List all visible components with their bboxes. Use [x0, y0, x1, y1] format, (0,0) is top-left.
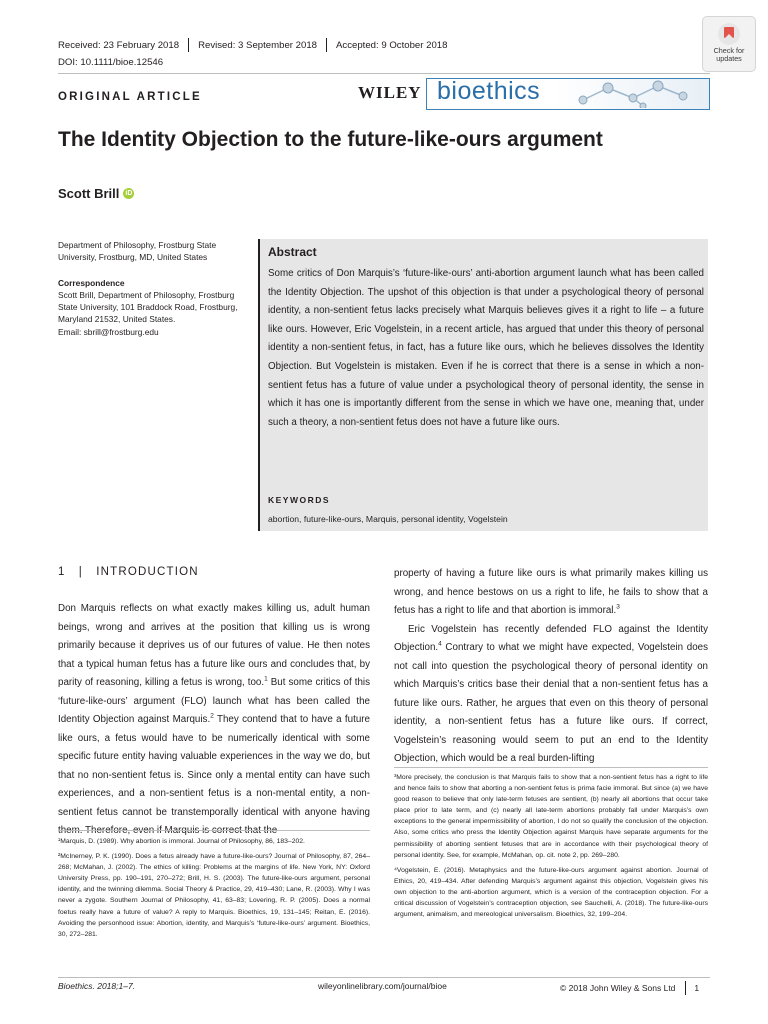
footnote-ref[interactable]: 2: [210, 712, 214, 720]
paragraph-text: property of having a future like ours is what primarily makes killing us wrong, and hence bestows on us a right to life, he fails to show that a fetus has a right to life and that abortion is immoral.: [394, 568, 708, 616]
divider: [188, 38, 189, 52]
paragraph: [394, 565, 708, 621]
section-number: 1: [58, 566, 66, 578]
molecule-graphic-icon: [573, 80, 703, 108]
footnote-1: ¹Marquis, D. (1989). Why abortion is immoral. Journal of Philosophy, 86, 183–202.: [58, 838, 305, 845]
correspondence-label: Correspondence: [58, 277, 125, 288]
doi[interactable]: DOI: 10.1111/bioe.12546: [58, 57, 164, 68]
article-history: [58, 38, 447, 52]
abstract-heading: Abstract: [268, 245, 317, 259]
footnotes-left: [58, 836, 370, 944]
author-name[interactable]: Scott Brill: [58, 186, 120, 201]
page-number: 1: [694, 983, 700, 993]
divider: [326, 38, 327, 52]
body-column-right: [394, 565, 708, 769]
footnote-3: ³More precisely, the conclusion is that Marquis fails to show that a non-sentient fetus has a right to life and hence fails to show that aborting a non-sentient fetus is prima facie immoral. But since (a) we have good reason to believe that only late-term fetuses are sentient, (b) nearly all abortions that occur take place prior to late term, and (c) nearly all late-term abortions probably fall under Marquis’s own exceptions to the general impermissibility of abortion, I do not so qualify the conclusion of the objection. Also, some critics who press the Identity Objection against Marquis have separate arguments for the permissibility of aborting sentient fetuses that are in accordance with their psychological theory of personal identity. See, for example, McMahan, op. cit. note 2, pp. 269–280.: [394, 774, 708, 859]
section-heading: [58, 566, 199, 578]
abstract-box: [258, 239, 708, 531]
footer-divider: [58, 977, 710, 978]
paragraph: [58, 600, 370, 841]
paragraph: [394, 621, 708, 769]
badge-line-1: Check for: [713, 46, 745, 55]
footnote-4: ⁴Vogelstein, E. (2016). Metaphysics and the future-like-ours argument against abortion. Journal of Ethics, 20, 419–434. After defending Marquis’s argument against this objection, Vogelstein gives his own objection to the anti-abortion argument, which is a version of the contraception objection. For a critical discussion of Vogelstein’s contraception objection, see Sauchelli, A. (2018). The future-like-ours argument, animalism, and mereological universalism. Bioethics, 32, 199–204.: [394, 866, 708, 919]
publisher-logo: WILEY: [358, 83, 422, 102]
footnote-ref[interactable]: 1: [264, 675, 268, 683]
footer-copyright: © 2018 John Wiley & Sons Ltd: [560, 983, 676, 993]
author: [58, 186, 134, 201]
footer-citation: Bioethics. 2018;1–7.: [58, 981, 136, 991]
footnote-divider: [58, 830, 370, 831]
keywords: abortion, future-like-ours, Marquis, personal identity, Vogelstein: [268, 514, 508, 524]
footnote-ref[interactable]: 3: [616, 603, 620, 611]
footer-url[interactable]: wileyonlinelibrary.com/journal/bioe: [318, 981, 447, 991]
footer-copyright-block: [560, 981, 699, 995]
footnote-2: ²McInerney, P. K. (1990). Does a fetus already have a future-like-ours? Journal of Philosophy, 87, 264–268; McMahan, J. (2002). The ethics of killing: Problems at the margins of life. New York, NY: Oxford University Press, pp. 190–191, 270–272; Brill, H. S. (2003). The future-like-ours argument, personal identity, and the twinning dilemma. Social Theory & Practice, 29, 419–430; Lane, R. (2003). Why I was never a zygote. Southern Journal of Philosophy, 41, 63–83; Lovering, R. P. (2005). Does a normal foetus really have a future of value? A reply to Marquis. Bioethics, 19, 131–145; Reitan, E. (2016). Avoiding the personhood issue: Abortion, identity, and Marquis’s ‘future-like-ours’ argument. Bioethics, 30, 272–281.: [58, 853, 370, 938]
divider: [685, 981, 686, 995]
body-column-left: [58, 600, 370, 841]
orcid-icon[interactable]: iD: [125, 190, 133, 197]
correspondence: Scott Brill, Department of Philosophy, Frostburg State University, 101 Braddock Road, Frostburg, Maryland 21532, United States.: [58, 289, 238, 325]
affiliation: Department of Philosophy, Frostburg State University, Frostburg, MD, United States: [58, 240, 217, 263]
footnotes-right: [394, 772, 708, 924]
journal-name: bioethics: [437, 77, 541, 105]
article-title: The Identity Objection to the future-like-ours argument: [58, 128, 603, 151]
badge-line-2: updates: [716, 54, 742, 63]
keywords-heading: KEYWORDS: [268, 495, 331, 505]
abstract-text: Some critics of Don Marquis’s ‘future-like-ours’ anti-abortion argument launch what has been called the Identity Objection. The upshot of this objection is that under a psychological theory of personal identity, a non-sentient fetus lacks precisely what Marquis believes gives it a right to life – a future like ours. However, Eric Vogelstein, in a recent article, has argued that under this theory of personal identity a non-sentient fetus, in fact, has a future like ours, which he believes dissolves the Identity Objection. But Vogelstein is mistaken. Even if he is correct that there is a sense in which a non-sentient fetus has a future of value under a psychological theory of personal identity, the sense in which it has one is importantly different from the sense in which we have one, meaning that, under such a theory, a non-sentient fetus does not have a future like ours.: [268, 268, 704, 428]
article-type: ORIGINAL ARTICLE: [58, 91, 202, 103]
abstract-bar: [258, 239, 260, 531]
footnote-divider: [394, 767, 708, 768]
check-for-updates-badge[interactable]: [702, 16, 756, 72]
section-title: INTRODUCTION: [96, 566, 199, 578]
journal-banner: [426, 78, 710, 110]
footnote-ref[interactable]: 4: [438, 640, 442, 648]
accepted-date: Accepted: 9 October 2018: [336, 39, 448, 51]
paragraph-text: But some critics of this ‘future-like-ours’ argument (FLO) launch what has been called the Identity Objection against Marquis.: [58, 677, 370, 725]
received-date: Received: 23 February 2018: [58, 39, 180, 51]
paragraph-text: Contrary to what we might have expected, Vogelstein does not call into question the psychological theory of personal identity on which Marquis’s critics base their denial that a non-sentient fetus has a future like ours. Rather, he argues that even on this theory of personal identity, a non-sentient fetus has a future like ours. If correct, Vogelstein’s reasoning would seem to put an end to the Identity Objection, which would be a real burden-lifting: [394, 642, 708, 764]
paragraph-text: Eric Vogelstein has recently defended FLO against the Identity Objection.: [394, 623, 708, 653]
revised-date: Revised: 3 September 2018: [198, 39, 317, 51]
bookmark-icon: [718, 23, 740, 45]
section-separator: |: [70, 566, 92, 578]
affiliation-block: [58, 239, 243, 338]
email[interactable]: Email: sbrill@frostburg.edu: [58, 326, 159, 337]
header-divider: [58, 73, 710, 74]
paragraph-text: They contend that to have a future like ours, a fetus would have to be numerically identical with some specific future entity having valuable experiences in the way we do, but that no non-sentient fetus is. Since only a mental entity can have such experiences, and a non-sentient fetus is a non-mental entity, a non-sentient fetus cannot be transtemporally identical with anyone having: [58, 714, 370, 818]
paragraph-text: Don Marquis reflects on what exactly makes killing us, adult human beings, wrong and arrives at the position that killing us is wrong primarily because it deprives us of our futures of value. He then notes that a typical human fetus has a future like ours and concludes that, by parity of reasoning, killing a fetus is wrong, too.: [58, 603, 370, 688]
